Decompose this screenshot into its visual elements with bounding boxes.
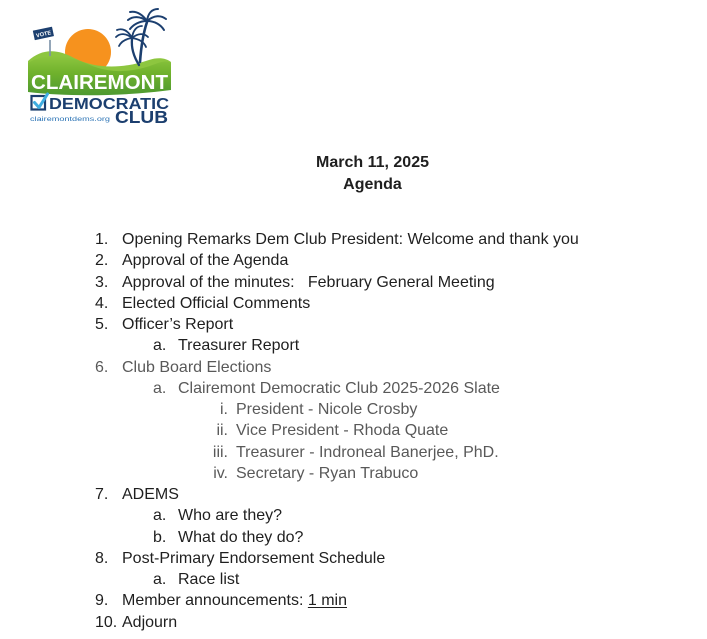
agenda-item — [0, 569, 707, 590]
item-text-lead: Member announcements: — [122, 592, 308, 610]
item-marker: 4. — [95, 294, 109, 312]
agenda-item — [0, 229, 707, 250]
logo-clairemont-text: CLAIREMONT — [31, 71, 169, 94]
agenda-item — [0, 527, 707, 548]
item-text — [122, 590, 347, 611]
agenda-item — [0, 399, 707, 420]
item-text: Clairemont Democratic Club 2025-2026 Slate — [178, 379, 500, 397]
item-marker: 10. — [95, 613, 118, 631]
agenda-item — [0, 505, 707, 526]
item-text: Who are they? — [178, 507, 283, 525]
meeting-date: March 11, 2025 — [316, 154, 429, 171]
agenda-item — [0, 420, 707, 441]
logo-website-text: clairemontdems.org — [30, 116, 111, 123]
agenda-item — [0, 548, 707, 569]
agenda-item — [0, 272, 707, 293]
vote-sign-text: VOTE — [35, 30, 52, 40]
agenda-item — [0, 314, 707, 335]
club-logo — [28, 8, 171, 126]
item-marker: 1. — [95, 231, 109, 248]
item-text: What do they do? — [178, 528, 304, 546]
checkbox-icon — [32, 94, 48, 110]
agenda-item — [0, 612, 707, 633]
agenda-item — [0, 357, 707, 378]
item-marker: a. — [153, 507, 167, 525]
item-marker: 2. — [95, 252, 109, 270]
agenda-item — [0, 250, 707, 271]
item-marker: 5. — [95, 316, 109, 333]
item-marker: 8. — [95, 549, 109, 567]
logo-democratic-text: DEMOCRATIC — [49, 96, 170, 113]
item-text: Club Board Elections — [122, 358, 272, 376]
agenda-item — [0, 442, 707, 463]
page-title: Agenda — [343, 175, 402, 193]
item-marker: a. — [153, 337, 167, 355]
agenda-item — [0, 463, 707, 484]
item-marker: 9. — [95, 592, 109, 610]
item-marker: iv. — [213, 464, 228, 482]
agenda-item — [0, 293, 707, 314]
item-text: ADEMS — [122, 486, 179, 503]
item-marker: i. — [220, 401, 228, 418]
item-marker: a. — [153, 571, 167, 588]
item-marker: 3. — [95, 273, 109, 291]
underlined-duration: 1 min — [307, 592, 347, 610]
agenda-item — [0, 590, 707, 611]
agenda-list — [0, 229, 707, 633]
item-marker: ii. — [216, 422, 228, 440]
item-text: President - Nicole Crosby — [236, 401, 418, 418]
title-block — [38, 152, 707, 195]
item-text: Approval of the minutes: February General Meeting — [122, 273, 495, 291]
item-text: Secretary - Ryan Trabuco — [236, 464, 419, 482]
item-text: Opening Remarks Dem Club President: Welcome and thank you — [122, 231, 579, 248]
item-text: Adjourn — [122, 613, 178, 631]
item-marker: a. — [153, 379, 167, 397]
item-marker: b. — [153, 528, 167, 546]
item-text: Vice President - Rhoda Quate — [236, 422, 449, 440]
item-text: Elected Official Comments — [122, 294, 311, 312]
item-marker: 6. — [95, 358, 109, 376]
item-text: Approval of the Agenda — [122, 252, 289, 270]
item-text: Treasurer - Indroneal Banerjee, PhD. — [236, 443, 499, 461]
palm-trees-icon — [116, 9, 166, 65]
agenda-item — [0, 484, 707, 505]
item-text: Post-Primary Endorsement Schedule — [122, 549, 386, 567]
item-marker: iii. — [212, 443, 228, 461]
agenda-item — [0, 335, 707, 356]
agenda-item — [0, 378, 707, 399]
logo-club-text: CLUB — [115, 107, 168, 126]
item-text: Officer’s Report — [122, 316, 234, 333]
item-text: Treasurer Report — [178, 337, 300, 355]
item-marker: 7. — [95, 486, 109, 503]
item-text: Race list — [178, 571, 240, 588]
